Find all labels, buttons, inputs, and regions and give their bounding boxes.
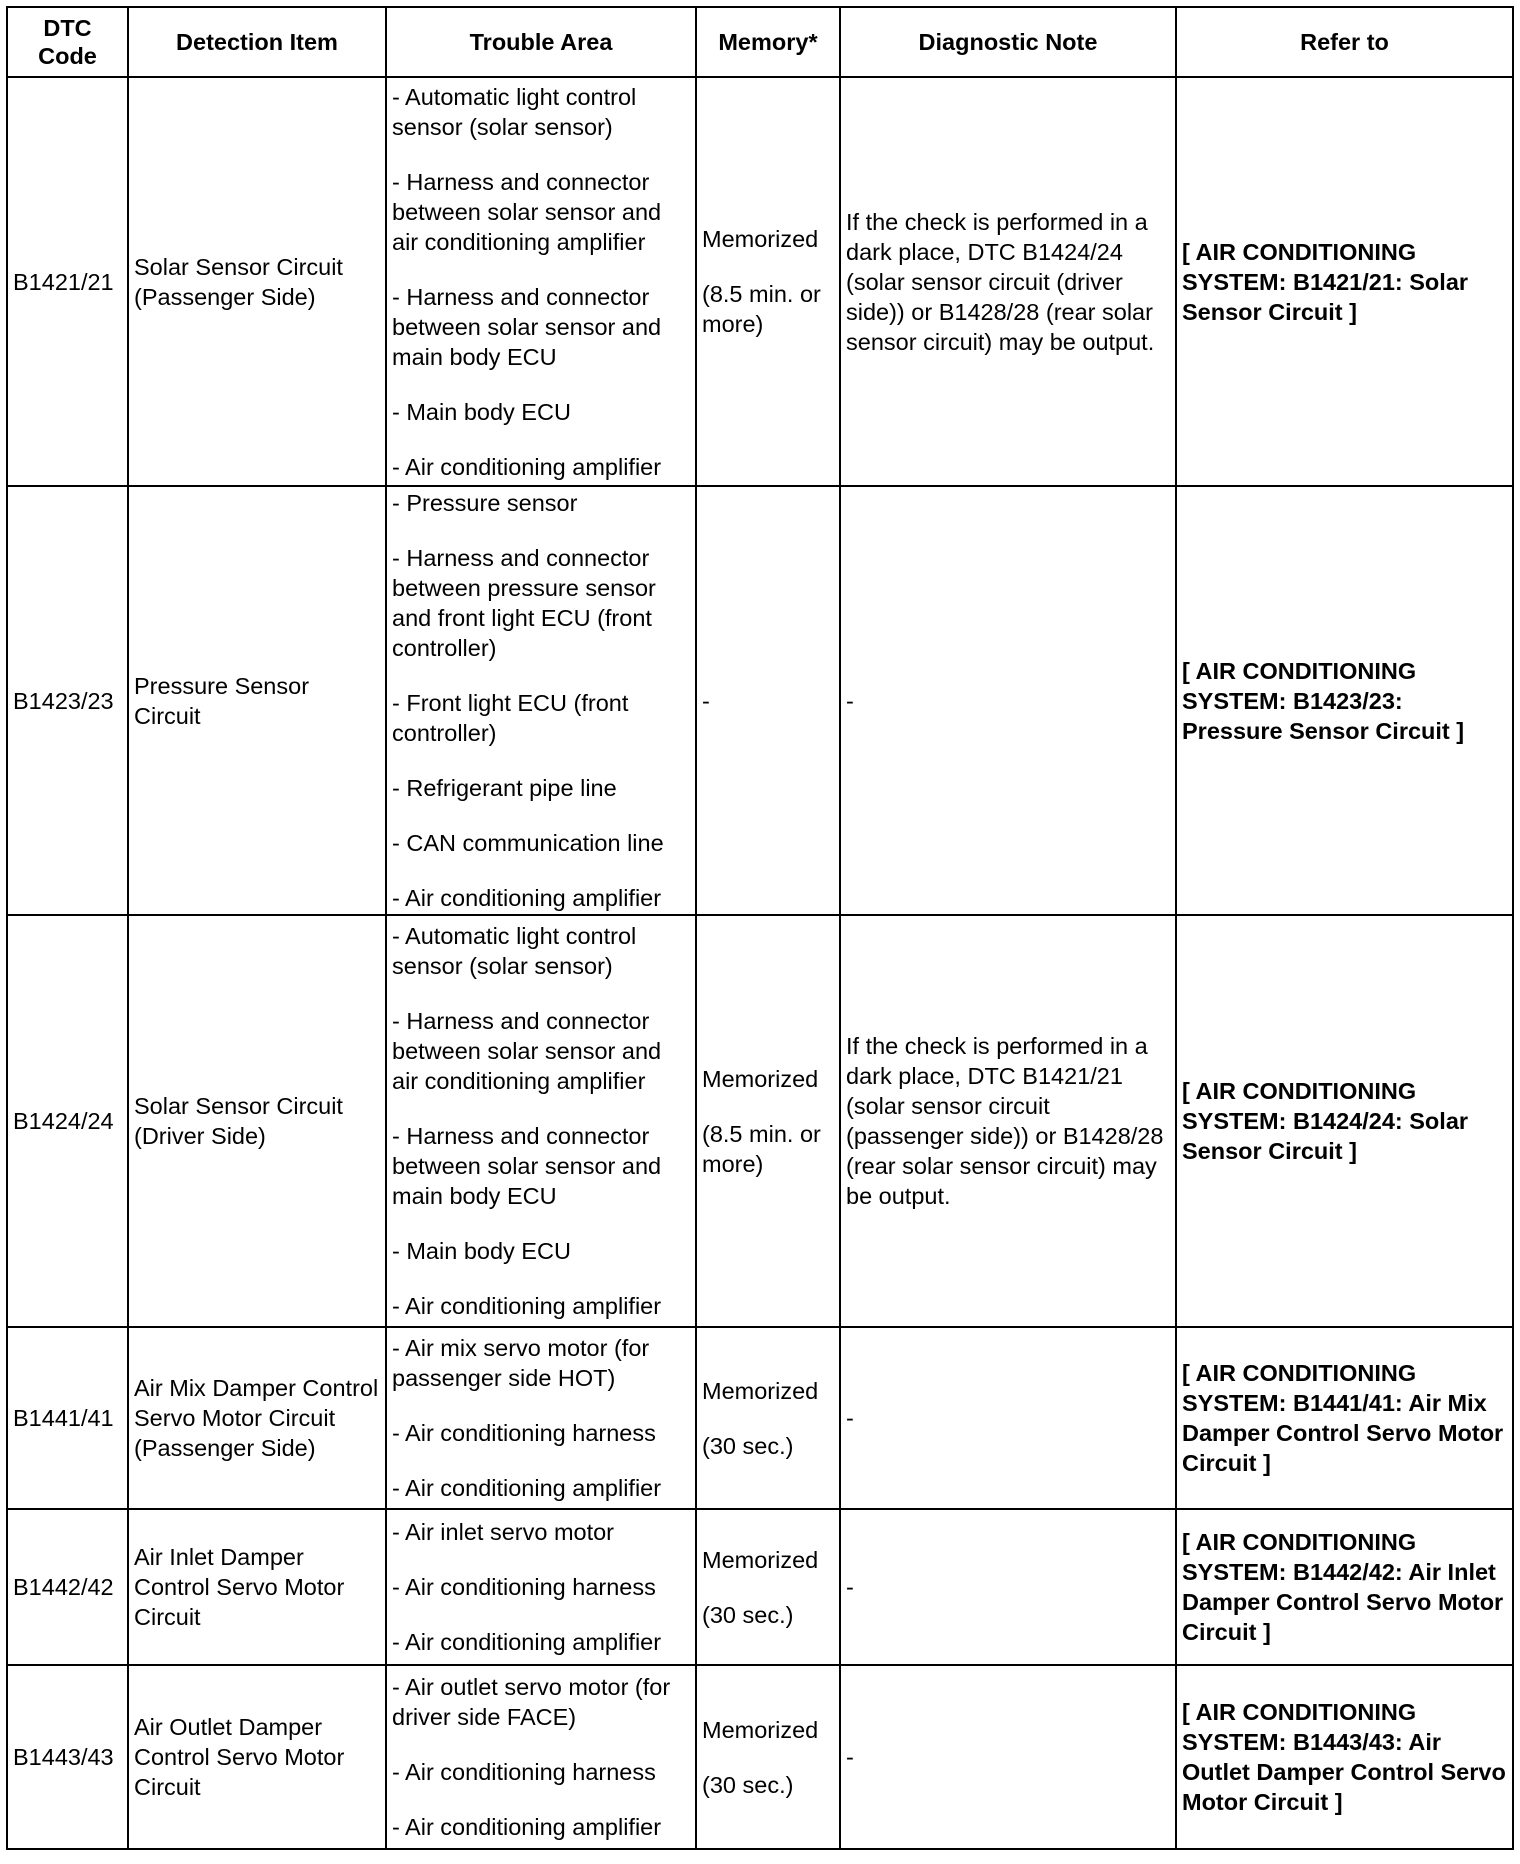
header-row [7,7,1513,77]
detection-item-cell: Air Outlet Damper Control Servo Motor Circuit [128,1665,386,1849]
memory-duration: (8.5 min. or more) [702,281,821,337]
trouble-area-item: - Automatic light control sensor (solar sensor) [392,923,637,979]
memory-duration: (30 sec.) [702,1771,794,1798]
memory-status: Memorized [702,1065,819,1092]
memory-cell [696,1665,840,1849]
trouble-area-item: - Main body ECU [392,398,571,425]
table-row [7,1665,1513,1849]
table-body [7,77,1513,1849]
memory-status: Memorized [702,226,819,252]
trouble-area-item: - Main body ECU [392,1238,571,1264]
dtc-code-cell: B1443/43 [7,1665,128,1849]
memory-duration: (8.5 min. or more) [702,1120,821,1177]
table-row [7,77,1513,486]
trouble-area-item: - Harness and connector between solar sensor and main body ECU [392,283,662,370]
refer-to-link[interactable]: [ AIR CONDITIONING SYSTEM: B1421/21: Solar Sensor Circuit ] [1176,77,1513,486]
trouble-area-item: - Air conditioning amplifier [392,1293,662,1319]
dtc-code-cell: B1421/21 [7,77,128,486]
refer-to-link[interactable]: [ AIR CONDITIONING SYSTEM: B1424/24: Solar Sensor Circuit ] [1176,915,1513,1327]
table-row [7,915,1513,1327]
diagnostic-note-cell: - [840,486,1176,915]
memory-status: Memorized [702,1377,819,1404]
trouble-area-item: - Air conditioning harness [392,1574,656,1600]
header-dtc-code: DTC Code [7,7,128,77]
trouble-area-cell [386,915,696,1327]
trouble-area-item: - CAN communication line [392,830,664,856]
diagnostic-note-cell: If the check is performed in a dark place, DTC B1424/24 (solar sensor circuit (driver side)) or B1428/28 (rear solar sensor circuit) may be output. [840,77,1176,486]
table-header [7,7,1513,77]
diagnostic-note-cell: - [840,1327,1176,1509]
trouble-area-item: - Harness and connector between solar sensor and air conditioning amplifier [392,168,662,255]
trouble-area-item: - Air inlet servo motor [392,1519,615,1545]
trouble-area-item: - Harness and connector between solar sensor and main body ECU [392,1123,662,1209]
trouble-area-item: - Air conditioning amplifier [392,1475,662,1501]
memory-status: - [702,687,710,714]
trouble-area-item: - Harness and connector between solar sensor and air conditioning amplifier [392,1008,662,1094]
dtc-code-cell: B1441/41 [7,1327,128,1509]
refer-to-link[interactable]: [ AIR CONDITIONING SYSTEM: B1442/42: Air Inlet Damper Control Servo Motor Circuit ] [1176,1509,1513,1665]
trouble-area-cell [386,1665,696,1849]
trouble-area-cell [386,486,696,915]
detection-item-cell: Air Mix Damper Control Servo Motor Circuit (Passenger Side) [128,1327,386,1509]
memory-status: Memorized [702,1716,819,1743]
trouble-area-item: - Air conditioning amplifier [392,453,662,480]
trouble-area-item: - Air conditioning amplifier [392,1629,662,1655]
dtc-code-cell: B1423/23 [7,486,128,915]
table-row [7,1509,1513,1665]
dtc-table [6,6,1514,1850]
detection-item-cell: Pressure Sensor Circuit [128,486,386,915]
detection-item-cell: Air Inlet Damper Control Servo Motor Circuit [128,1509,386,1665]
refer-to-link[interactable]: [ AIR CONDITIONING SYSTEM: B1423/23: Pressure Sensor Circuit ] [1176,486,1513,915]
trouble-area-item: - Air outlet servo motor (for driver side FACE) [392,1674,671,1730]
memory-duration: (30 sec.) [702,1601,794,1628]
trouble-area-item: - Air conditioning amplifier [392,1814,662,1840]
memory-cell [696,915,840,1327]
memory-cell [696,1327,840,1509]
table-row [7,486,1513,915]
trouble-area-item: - Front light ECU (front controller) [392,690,629,746]
header-trouble-area: Trouble Area [386,7,696,77]
memory-cell [696,77,840,486]
trouble-area-item: - Automatic light control sensor (solar sensor) [392,83,637,140]
memory-cell [696,486,840,915]
refer-to-link[interactable]: [ AIR CONDITIONING SYSTEM: B1441/41: Air Mix Damper Control Servo Motor Circuit ] [1176,1327,1513,1509]
refer-to-link[interactable]: [ AIR CONDITIONING SYSTEM: B1443/43: Air Outlet Damper Control Servo Motor Circuit ] [1176,1665,1513,1849]
trouble-area-item: - Air conditioning amplifier [392,885,662,911]
detection-item-cell: Solar Sensor Circuit (Passenger Side) [128,77,386,486]
trouble-area-cell [386,77,696,486]
header-diagnostic-note: Diagnostic Note [840,7,1176,77]
memory-cell [696,1509,840,1665]
trouble-area-item: - Air mix servo motor (for passenger side HOT) [392,1335,650,1391]
diagnostic-note-cell: - [840,1509,1176,1665]
trouble-area-item: - Harness and connector between pressure sensor and front light ECU (front controller) [392,545,656,661]
header-detection-item: Detection Item [128,7,386,77]
header-memory: Memory* [696,7,840,77]
trouble-area-item: - Pressure sensor [392,490,578,516]
diagnostic-note-cell: If the check is performed in a dark place, DTC B1421/21 (solar sensor circuit (passenger side)) or B1428/28 (rear solar sensor circuit) may be output. [840,915,1176,1327]
memory-status: Memorized [702,1546,819,1573]
detection-item-cell: Solar Sensor Circuit (Driver Side) [128,915,386,1327]
dtc-code-cell: B1442/42 [7,1509,128,1665]
trouble-area-cell [386,1327,696,1509]
trouble-area-cell [386,1509,696,1665]
trouble-area-item: - Refrigerant pipe line [392,775,617,801]
header-refer-to: Refer to [1176,7,1513,77]
trouble-area-item: - Air conditioning harness [392,1420,656,1446]
trouble-area-item: - Air conditioning harness [392,1759,656,1785]
memory-duration: (30 sec.) [702,1432,794,1459]
dtc-code-cell: B1424/24 [7,915,128,1327]
table-row [7,1327,1513,1509]
diagnostic-note-cell: - [840,1665,1176,1849]
